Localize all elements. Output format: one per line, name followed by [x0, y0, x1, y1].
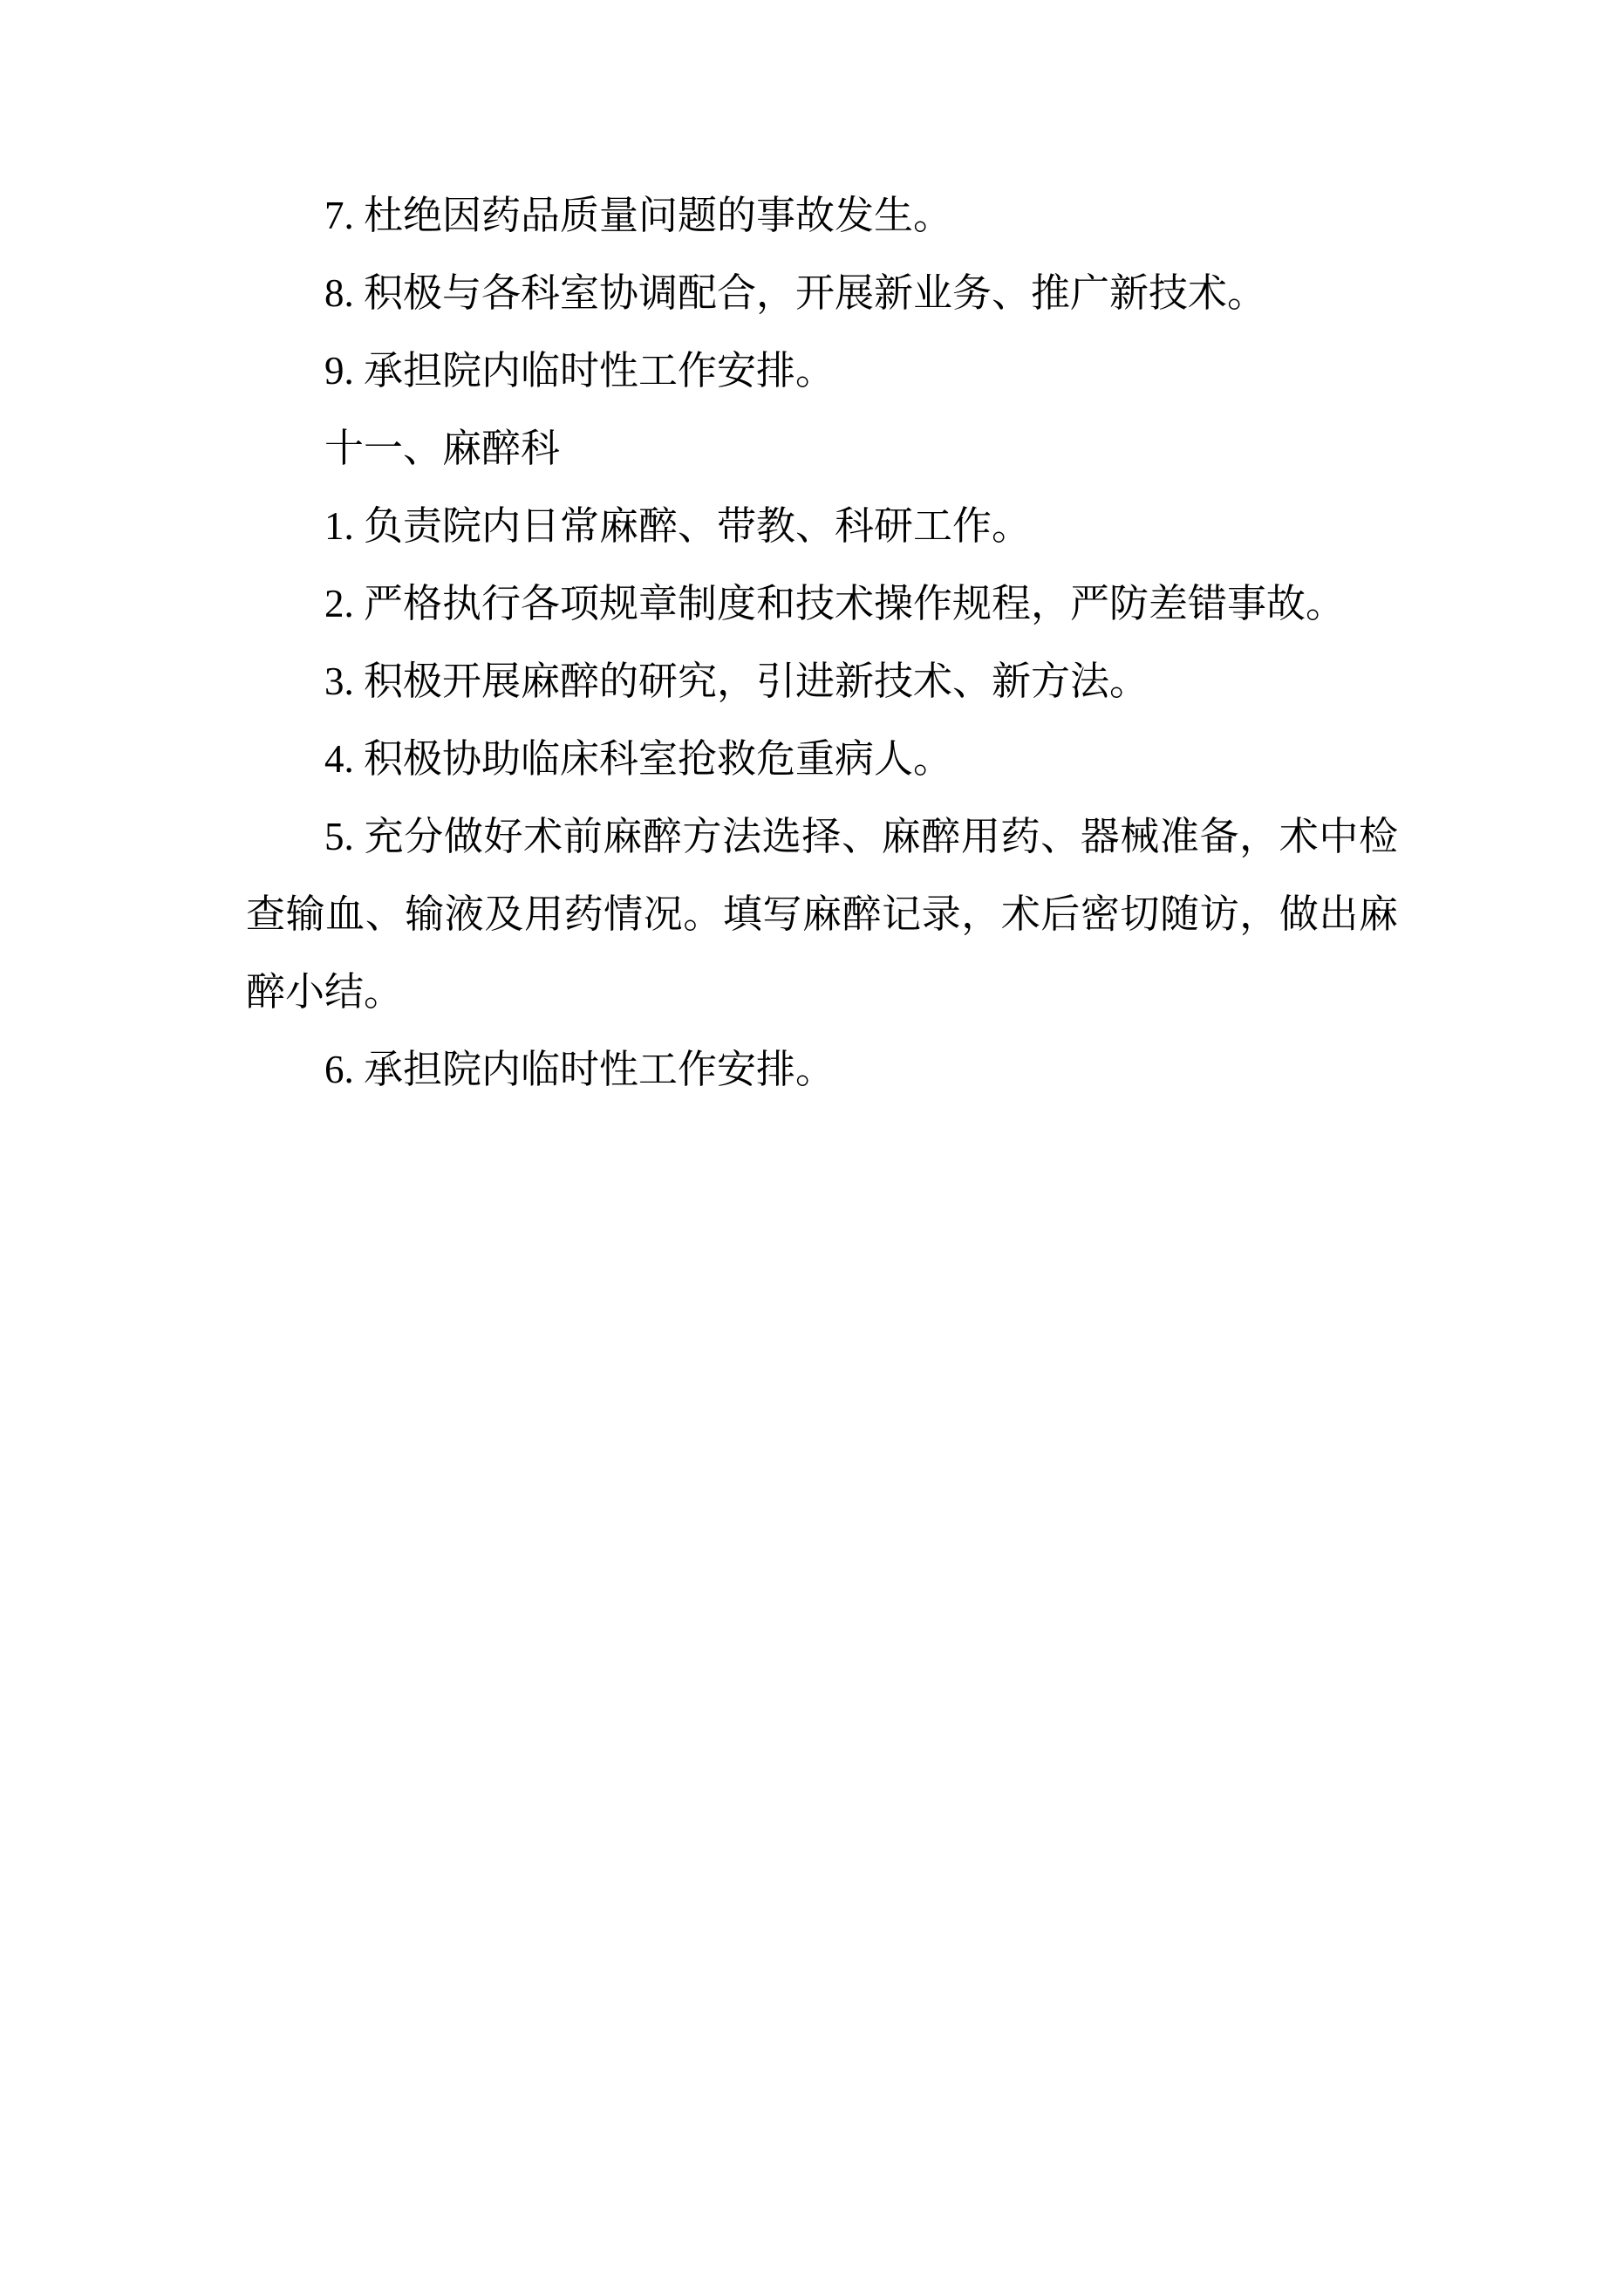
list-item-6: 6. 承担院内临时性工作安排。	[324, 1048, 835, 1091]
list-item-5: 5. 充分做好术前麻醉方法选择、麻醉用药、器械准备，术中检查输血、输液及用药情况。填写麻醉记录，术后密切随访，做出麻醉小结。	[246, 815, 1398, 1014]
list-item-8: 8. 积极与各科室协调配合，开展新业务、推广新技术。	[324, 271, 1267, 315]
list-item-3: 3. 积极开展麻醉的研究，引进新技术、新方法。	[324, 659, 1149, 703]
list-item-4: 4. 积极协助临床科室抢救危重病人。	[324, 737, 953, 781]
document-body	[246, 177, 1398, 1109]
list-item-1: 1. 负责院内日常麻醉、带教、科研工作。	[324, 504, 1032, 548]
list-item-2: 2. 严格执行各项规章制度和技术操作规程，严防差错事故。	[324, 582, 1346, 625]
list-item-7: 7. 杜绝因药品质量问题的事故发生。	[324, 194, 953, 237]
list-item-9: 9. 承担院内临时性工作安排。	[324, 349, 835, 393]
section-heading-11: 十一、麻醉科	[324, 427, 561, 470]
